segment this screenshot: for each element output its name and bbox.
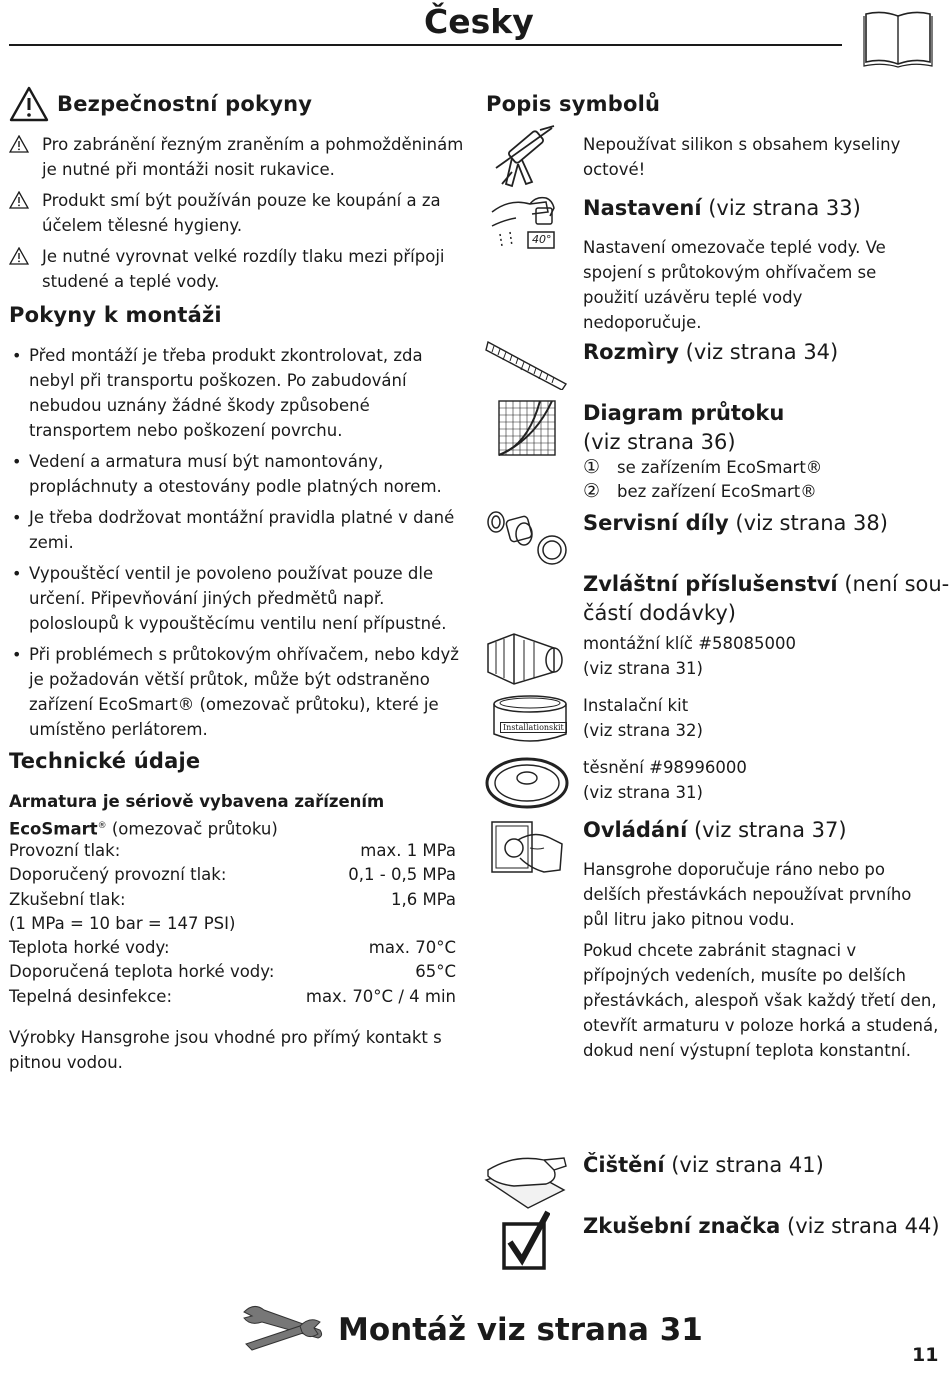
tech-subtitle-bold: Armatura je sériově vybavena zařízením — [9, 792, 385, 811]
table-row — [9, 839, 456, 863]
installation-kit-label: Installationskit — [500, 722, 567, 733]
nastaveni-title — [583, 194, 861, 222]
operation-hand-icon — [490, 818, 566, 882]
list-item: • Vypouštěcí ventil je povoleno používat pouze dle určení. Připevňování jiných předmětů např. polosloupů k vypouštěcímu ventilu není přípustné. — [9, 561, 464, 636]
safety-item-text: Produkt smí být používán pouze ke koupání a za účelem tělesné hygieny. — [42, 191, 441, 235]
tech-footer: Výrobky Hansgrohe jsou vhodné pro přímý kontakt s pitnou vodou. — [9, 1028, 442, 1072]
diagram-item — [583, 455, 822, 480]
tech-label: Teplota horké vody: — [9, 938, 170, 958]
warning-icon — [9, 247, 29, 272]
installation-kit-icon — [490, 694, 570, 750]
ovladani-text-2: Pokud chcete zabránit stagnaci v přípojných vedeních, musíte po delších přestávkách, alespoň však každý třetí den, otevřít armaturu v poloze horká a studená, dokud není výstupní teplota konstantní. — [583, 941, 939, 1060]
tech-subtitle-brand: EcoSmart — [9, 819, 98, 839]
servis-ref: (viz strana 38) — [735, 511, 888, 535]
accessory-line2: (viz strana 32) — [583, 721, 703, 740]
tech-label: Doporučený provozní tlak: — [9, 865, 227, 885]
diagram-item-number: ① — [583, 456, 601, 478]
servis-title-bold: Servisní díly — [583, 511, 729, 535]
diagram-title — [583, 399, 784, 427]
cleaning-hand-icon — [484, 1150, 570, 1216]
assembly-list — [9, 343, 464, 748]
wrench-icon — [240, 1300, 326, 1358]
tech-label: Doporučená teplota horké vody: — [9, 962, 275, 982]
tech-value: 0,1 - 0,5 MPa — [348, 865, 456, 885]
mounting-key-icon — [484, 628, 574, 694]
flow-diagram-icon — [498, 400, 560, 462]
ovladani-title-bold: Ovládání — [583, 818, 688, 842]
silicone-note: Nepoužívat silikon s obsahem kyseliny octové! — [583, 135, 901, 179]
list-item: • Vedení a armatura musí být namontovány, propláchnuty a otestovány podle platných norem. — [9, 449, 464, 499]
ovladani-title — [583, 816, 847, 844]
book-icon — [862, 10, 934, 72]
list-item: • Je třeba dodržovat montážní pravidla platné v dané zemi. — [9, 505, 464, 555]
tech-value — [295, 912, 457, 936]
prislusenstvi-title — [583, 570, 949, 598]
ovladani-text-1: Hansgrohe doporučuje ráno nebo po delších přestávkách nepoužívat prvního půl litru jako pitnou vodu. — [583, 860, 912, 929]
nastaveni-title-bold: Nastavení — [583, 196, 702, 220]
safety-item — [9, 244, 464, 294]
test-mark-icon — [500, 1210, 550, 1274]
table-row — [9, 960, 456, 984]
page-number: 11 — [912, 1344, 939, 1366]
table-row — [9, 936, 456, 960]
tech-label: Tepelná desinfekce: — [9, 986, 173, 1006]
diagram-item-number: ② — [583, 480, 601, 502]
accessory-line2: (viz strana 31) — [583, 659, 703, 678]
tech-label: Provozní tlak: — [9, 841, 121, 860]
diagram-item-text: bez zařízení EcoSmart® — [617, 482, 817, 501]
header-rule — [9, 44, 842, 46]
accessory-item — [583, 755, 747, 805]
rozmery-ref: (viz strana 34) — [685, 340, 839, 364]
accessory-item — [583, 693, 703, 743]
rozmery-title — [583, 338, 838, 366]
safety-item-text: Je nutné vyrovnat velké rozdíly tlaku mezi přípoji studené a teplé vody. — [42, 247, 445, 291]
servis-title — [583, 509, 888, 537]
list-item: • Při problémech s průtokovým ohřívačem, nebo když je požadován větší průtok, může být odstraněno zařízení EcoSmart® (omezovač průtoku), které je umístěno perlátorem. — [9, 642, 464, 742]
prislusenstvi-ref-2: částí dodávky) — [583, 601, 736, 625]
tech-table — [9, 839, 456, 1009]
list-item: • Před montáží je třeba produkt zkontrolovat, zda nebyl při transportu poškozen. Po zabudování nebudou uznány žádné škody způsobené transportem nebo poškození povrchu. — [9, 343, 464, 443]
seal-icon — [484, 756, 570, 814]
tech-value: 65°C — [415, 962, 456, 982]
safety-item — [9, 132, 464, 182]
tech-label: Zkušební tlak: — [9, 889, 126, 909]
tech-title: Technické údaje — [9, 749, 201, 773]
rozmery-title-bold: Rozmìry — [583, 340, 679, 364]
tech-subtitle — [9, 789, 464, 842]
ovladani-ref: (viz strana 37) — [693, 818, 847, 842]
nastaveni-ref: (viz strana 33) — [708, 196, 861, 220]
temperature-adjust-icon — [490, 194, 568, 260]
silicone-gun-icon — [492, 124, 562, 198]
registered-mark: ® — [97, 821, 107, 831]
cisteni-ref: (viz strana 41) — [671, 1153, 824, 1177]
safety-item-text: Pro zabránění řezným zraněním a pohmožděninám je nutné při montáži nosit rukavice. — [42, 135, 464, 179]
tech-subtitle-rest: (omezovač průtoku) — [106, 819, 278, 839]
accessory-item — [583, 631, 796, 681]
accessory-line1: montážní klíč #58085000 — [583, 634, 797, 653]
diagram-ref: (viz strana 36) — [583, 430, 736, 454]
symbols-title: Popis symbolů — [486, 92, 661, 116]
prislusenstvi-ref: (není sou- — [844, 572, 950, 596]
safety-item — [9, 188, 464, 238]
table-row — [9, 912, 456, 936]
cisteni-title — [583, 1151, 824, 1179]
tech-value: max. 70°C — [368, 938, 456, 958]
diagram-item — [583, 479, 817, 504]
prislusenstvi-title-bold: Zvláštní příslušenství — [583, 572, 838, 596]
assembly-title: Pokyny k montáži — [9, 303, 222, 327]
diagram-item-text: se zařízením EcoSmart® — [617, 458, 823, 477]
accessory-line2: (viz strana 31) — [583, 783, 703, 802]
safety-list — [9, 132, 464, 294]
ruler-icon — [484, 338, 568, 394]
nastaveni-text: Nastavení omezovače teplé vody. Ve spojení s průtokovým ohřívačem se použití uzávěru teplé vody nedoporučuje. — [583, 238, 886, 332]
cisteni-title-bold: Čištění — [583, 1153, 665, 1177]
diagram-title-bold: Diagram průtoku — [583, 401, 785, 425]
safety-warning-icon — [9, 86, 49, 126]
table-row — [9, 985, 456, 1009]
service-parts-icon — [486, 508, 572, 570]
tech-label: (1 MPa = 10 bar = 147 PSI) — [9, 913, 236, 933]
montaz-footer: Montáž viz strana 31 — [338, 1312, 703, 1348]
table-row — [9, 863, 456, 887]
warning-icon — [9, 135, 29, 160]
znacka-title — [583, 1212, 940, 1240]
znacka-ref: (viz strana 44) — [787, 1214, 940, 1238]
safety-title: Bezpečnostní pokyny — [57, 92, 313, 116]
warning-icon — [9, 191, 29, 216]
znacka-title-bold: Zkušební značka — [583, 1214, 781, 1238]
accessory-line1: Instalační kit — [583, 696, 689, 715]
tech-value: max. 70°C / 4 min — [305, 986, 456, 1006]
table-row — [9, 888, 456, 912]
tech-value: 1,6 MPa — [390, 889, 456, 909]
tech-value: max. 1 MPa — [360, 841, 456, 860]
accessory-line1: těsnění #98996000 — [583, 758, 747, 777]
page-language-title: Česky — [424, 2, 534, 41]
temperature-readout: 40° — [532, 233, 552, 246]
